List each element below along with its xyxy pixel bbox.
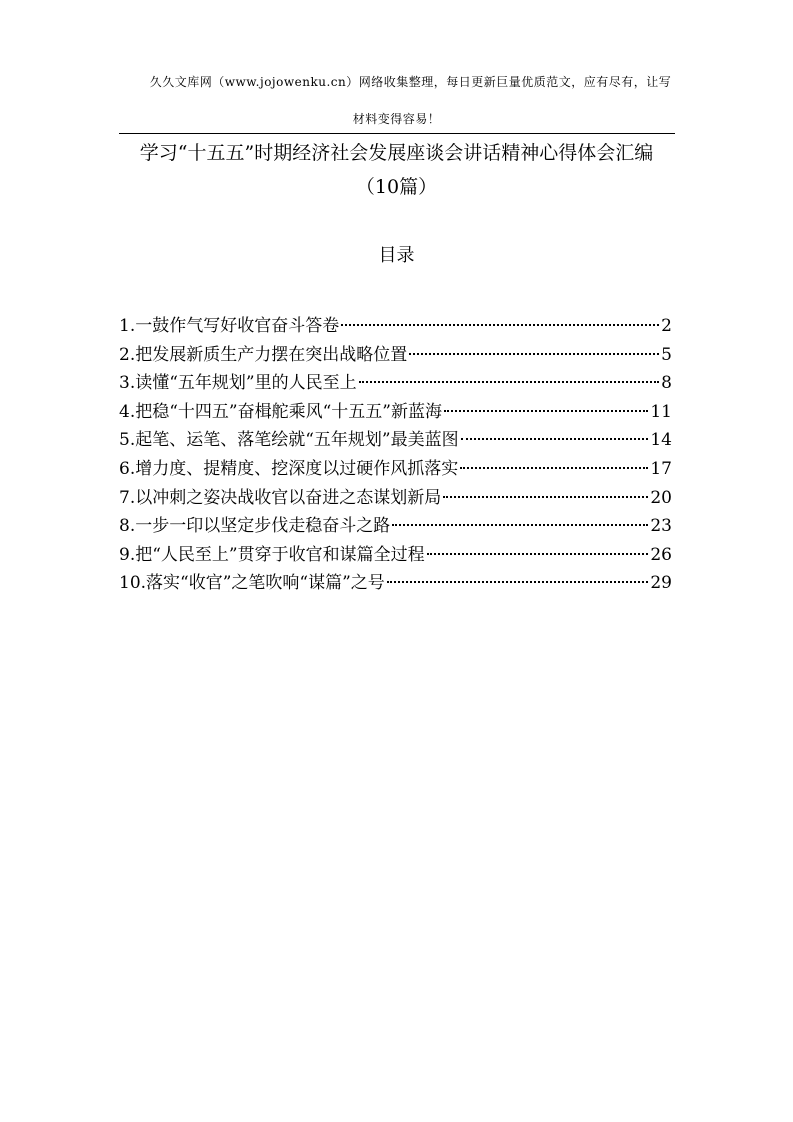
toc-entry-title: 6.增力度、提精度、挖深度以过硬作风抓落实 — [119, 458, 459, 479]
toc-dot-leader — [461, 438, 649, 440]
toc-entry-title: 9.把“人民至上”贯穿于收官和谋篇全过程 — [119, 544, 425, 565]
toc-heading: 目录 — [378, 245, 415, 266]
toc-entry-page: 5 — [661, 344, 672, 365]
toc-entry[interactable] — [119, 398, 672, 427]
toc-entry-title: 5.起笔、运笔、落笔绘就“五年规划”最美蓝图 — [119, 430, 459, 451]
toc-entry-title: 7.以冲刺之姿决战收官以奋进之态谋划新局 — [119, 487, 442, 508]
toc-dot-leader — [460, 467, 648, 469]
page-header-line-2: 材料变得容易！ — [352, 112, 441, 126]
toc-entry[interactable] — [119, 369, 672, 398]
table-of-contents — [119, 312, 672, 598]
toc-entry-page: 8 — [661, 373, 672, 394]
toc-dot-leader — [444, 410, 648, 412]
toc-entry[interactable] — [119, 455, 672, 484]
document-subtitle: （10篇） — [355, 176, 438, 198]
toc-dot-leader — [341, 324, 659, 326]
toc-dot-leader — [409, 353, 659, 355]
toc-entry-title: 1.一鼓作气写好收官奋斗答卷 — [119, 316, 340, 336]
toc-entry-page: 26 — [650, 544, 672, 565]
toc-entry[interactable] — [119, 312, 672, 341]
toc-entry[interactable] — [119, 512, 672, 541]
toc-entry-page: 17 — [650, 458, 672, 479]
toc-entry[interactable] — [119, 541, 672, 570]
toc-entry-title: 10.落实“收官”之笔吹响“谋篇”之号 — [119, 573, 385, 594]
document-title: 学习“十五五”时期经济社会发展座谈会讲话精神心得体会汇编 — [139, 142, 654, 164]
toc-entry[interactable] — [119, 341, 672, 370]
toc-entry-page: 29 — [650, 573, 672, 594]
toc-entry[interactable] — [119, 426, 672, 455]
toc-dot-leader — [359, 381, 660, 383]
toc-entry[interactable] — [119, 484, 672, 513]
toc-dot-leader — [387, 581, 649, 583]
toc-entry-page: 23 — [650, 516, 672, 537]
toc-entry-title: 3.读懂“五年规划”里的人民至上 — [119, 373, 357, 394]
toc-entry-title: 2.把发展新质生产力摆在突出战略位置 — [119, 344, 408, 365]
toc-dot-leader — [443, 496, 648, 498]
toc-entry-page: 2 — [661, 316, 672, 336]
toc-dot-leader — [427, 553, 649, 555]
toc-entry-title: 4.把稳“十四五”奋楫舵乘风“十五五”新蓝海 — [119, 401, 442, 422]
toc-entry[interactable] — [119, 569, 672, 598]
toc-entry-page: 11 — [650, 401, 672, 422]
page-header-line-1: 久久文库网（www.jojowenku.cn）网络收集整理，每日更新巨量优质范文，应有尽有，让写 — [149, 75, 672, 89]
toc-entry-title: 8.一步一印以坚定步伐走稳奋斗之路 — [119, 516, 391, 537]
toc-entry-page: 14 — [650, 430, 672, 451]
header-divider — [119, 133, 675, 134]
toc-entry-page: 20 — [650, 487, 672, 508]
toc-dot-leader — [392, 524, 648, 526]
